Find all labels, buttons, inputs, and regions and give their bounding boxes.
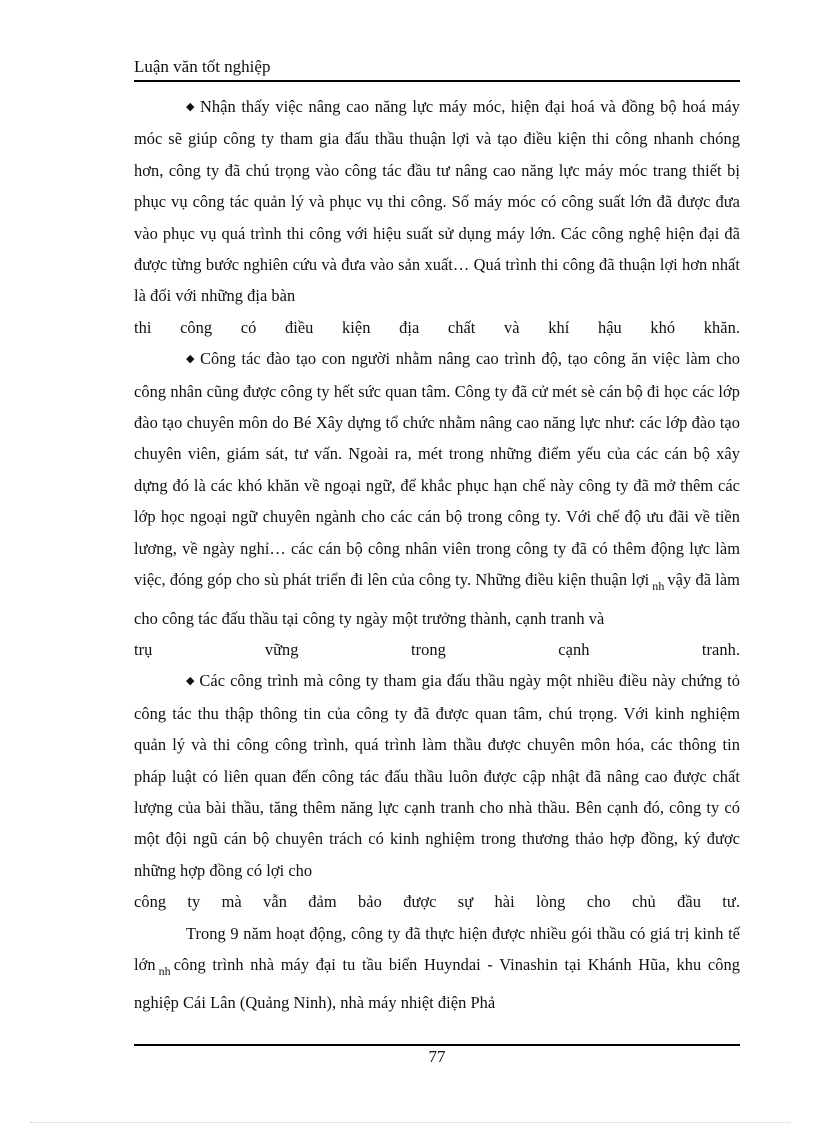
subscript-fragment: nh (652, 579, 665, 594)
paragraph-machinery (134, 91, 740, 343)
page-number: 77 (428, 1047, 446, 1066)
paragraph-last-line: thi công có điều kiện địa chất và khí hậu khó khăn. (134, 317, 740, 337)
paragraph-text-continued: vậy đã làm cho công tác đấu thầu tại công ty ngày một trưởng thành, cạnh tranh và (134, 570, 740, 628)
paragraph-projects (134, 665, 740, 917)
diamond-bullet-icon: ◆ (186, 353, 197, 366)
footer-rule (134, 1044, 740, 1046)
paragraph-nine-years (134, 918, 740, 1019)
paragraph-text: Công tác đào tạo con người nhằm nâng cao trình độ, tạo công ăn việc làm cho công nhân cũng được công ty hết sức quan tâm. Công ty đã cử mét sè cán bộ đi học các lớp đào tạo chuyên môn do Bé Xây dựng tổ chức nhằm nâng cao năng lực như: các lớp đào tạo chuyên viên, giám sát, tư vấn. Ngoài ra, mét trong những điểm yếu của các cán bộ xây dựng đó là các khó khăn về ngoại ngữ, để khắc phục hạn chế này công ty đã mở thêm các lớp học ngoại ngữ chuyên ngành cho các cán bộ trong công ty. Với chế độ ưu đãi về tiền lương, về ngày nghỉ… các cán bộ công nhân viên trong công ty đã có thêm động lực làm việc, đóng góp cho sù phát triển đi lên của công ty. Những điều kiện thuận lợi (134, 349, 740, 590)
header-rule (134, 80, 740, 82)
paragraph-text-continued: công trình nhà máy đại tu tầu biển Huyndai - Vinashin tại Khánh Hũa, khu công nghiệp Cái Lân (Quảng Ninh), nhà máy nhiệt điện Phả (134, 954, 740, 1013)
body-text (134, 91, 740, 1019)
subscript-fragment: nh (158, 963, 171, 978)
paragraph-last-line: trụ vững trong cạnh tranh. (134, 639, 740, 659)
paragraph-text: Trong 9 năm hoạt động, công ty đã thực hiện được nhiều gói thầu có giá trị kinh tế lớn (134, 923, 740, 974)
paragraph-last-line: công ty mà vẫn đảm bảo được sự hài lòng cho chủ đầu tư. (134, 892, 740, 912)
paragraph-text: Nhận thấy việc nâng cao năng lực máy móc, hiện đại hoá và đồng bộ hoá máy móc sẽ giúp công ty tham gia đấu thầu thuận lợi và tạo điều kiện thi công nhanh chóng hơn, công ty đã chú trọng vào công tác đầu tư nâng cao năng lực máy móc trang thiết bị phục vụ công tác quản lý và phục vụ thi công. Số máy móc có công suất lớn đã được đưa vào phục vụ quá trình thi công với hiệu suất sử dụng máy lớn. Các công nghệ hiện đại đã được từng bước nghiên cứu và đưa vào sản xuất… Quá trình thi công đã thuận lợi hơn nhất là đối với những địa bàn (134, 97, 741, 306)
paragraph-training (134, 343, 740, 665)
paragraph-text: Các công trình mà công ty tham gia đấu thầu ngày một nhiều điều này chứng tỏ công tác thu thập thông tin của công ty đã được quan tâm, chú trọng. Với kinh nghiệm quản lý và thi công công trình, quá trình làm thầu được chuyên môn hóa, các thông tin pháp luật có liên quan đến công tác đấu thầu luôn được cập nhật đã nâng cao được chất lượng của bài thầu, tăng thêm năng lực cạnh tranh cho nhà thầu. Bên cạnh đó, công ty có một đội ngũ cán bộ chuyên trách có kinh nghiệm trong thương thảo hợp đồng, ký được những hợp đồng có lợi cho (134, 671, 740, 880)
running-header: Luận văn tốt nghiệp (134, 57, 271, 76)
diamond-bullet-icon: ◆ (186, 675, 196, 688)
diamond-bullet-icon: ◆ (186, 101, 196, 113)
